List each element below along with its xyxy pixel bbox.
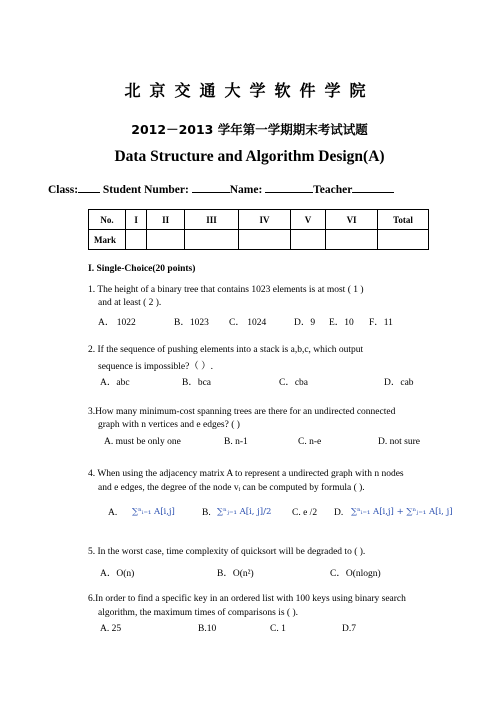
question-6-line-2: algorithm, the maximum times of comparisons is ( ). bbox=[98, 608, 298, 618]
name-blank bbox=[265, 182, 313, 193]
score-mark-cell[interactable] bbox=[184, 230, 238, 250]
question-2-line-2: sequence is impossible?（ ）. bbox=[98, 362, 214, 372]
score-table bbox=[88, 209, 429, 250]
option-d: D．9 bbox=[294, 318, 316, 328]
name-label: Name: bbox=[229, 184, 263, 196]
score-mark-cell[interactable] bbox=[147, 230, 185, 250]
class-blank bbox=[78, 182, 100, 193]
question-4-line-2: and e edges, the degree of the node vᵢ can be computed by formula ( ). bbox=[98, 483, 365, 493]
question-3-line-2: graph with n vertices and e edges? ( ) bbox=[98, 420, 240, 430]
option-a: A．abc bbox=[100, 378, 130, 388]
option-b: B. n-1 bbox=[224, 437, 248, 447]
option-b: B．O(n²) bbox=[217, 569, 254, 579]
option-a-formula: ∑ⁿᵢ₌₁ A[i,j] bbox=[132, 507, 175, 517]
score-mark-cell[interactable] bbox=[326, 230, 378, 250]
score-mark-cell[interactable] bbox=[239, 230, 291, 250]
option-c: C. n-e bbox=[298, 437, 322, 447]
score-table-mark-row bbox=[89, 230, 429, 250]
question-4-line-1: 4. When using the adjacency matrix A to represent a undirected graph with n nodes bbox=[88, 469, 404, 479]
option-c: C. 1 bbox=[270, 624, 286, 634]
question-1-line-2: and at least ( 2 ). bbox=[98, 298, 162, 308]
option-c: C． 1024 bbox=[229, 318, 267, 328]
school-name: 北京交通大学软件学院 bbox=[124, 81, 375, 100]
option-a: A. 25 bbox=[100, 624, 122, 634]
option-a-label: A. bbox=[108, 508, 118, 518]
option-b: B．1023 bbox=[174, 318, 209, 328]
option-b: B．bca bbox=[182, 378, 212, 388]
option-a: A．O(n) bbox=[100, 569, 135, 579]
score-header-no: No. bbox=[89, 210, 126, 230]
teacher-blank bbox=[352, 182, 394, 193]
option-b: B.10 bbox=[198, 624, 217, 634]
student-info-line bbox=[48, 182, 468, 196]
section-title: I. Single-Choice(20 points) bbox=[88, 264, 196, 274]
option-c: C．O(nlogn) bbox=[330, 569, 381, 579]
option-d: D．cab bbox=[384, 378, 414, 388]
score-header-1: I bbox=[126, 210, 147, 230]
question-5-line-1: 5. In the worst case, time complexity of quicksort will be degraded to ( ). bbox=[88, 547, 366, 557]
option-d: D. not sure bbox=[378, 437, 420, 447]
question-3-line-1: 3.How many minimum-cost spanning trees are there for an undirected connected bbox=[88, 407, 396, 417]
score-header-3: III bbox=[184, 210, 238, 230]
option-c: C．cba bbox=[279, 378, 309, 388]
option-d-formula: ∑ⁿᵢ₌₁ A[i,j] + ∑ⁿⱼ₌₁ A[i, j] bbox=[351, 507, 453, 517]
score-mark-cell[interactable] bbox=[126, 230, 147, 250]
option-d: D.7 bbox=[342, 624, 356, 634]
course-title: Data Structure and Algorithm Design(A) bbox=[114, 148, 385, 165]
score-header-total: Total bbox=[378, 210, 429, 230]
score-header-5: V bbox=[290, 210, 325, 230]
score-mark-label: Mark bbox=[89, 230, 126, 250]
question-2-line-1: 2. If the sequence of pushing elements into a stack is a,b,c, which output bbox=[88, 345, 364, 355]
option-f: F．11 bbox=[369, 318, 393, 328]
option-a: A． 1022 bbox=[98, 318, 136, 328]
class-label: Class: bbox=[48, 184, 79, 196]
question-6-line-1: 6.In order to find a specific key in an ordered list with 100 keys using binary search bbox=[88, 594, 406, 604]
option-e: E．10 bbox=[329, 318, 354, 328]
score-header-4: IV bbox=[239, 210, 291, 230]
option-b-formula: ∑ⁿⱼ₌₁ A[i, j]/2 bbox=[217, 507, 272, 517]
score-mark-cell[interactable] bbox=[290, 230, 325, 250]
teacher-label: Teacher bbox=[313, 184, 353, 196]
option-d-label: D. bbox=[334, 508, 344, 518]
student-number-label: Student Number: bbox=[102, 184, 189, 196]
term-title: 2012－2013 学年第一学期期末考试试题 bbox=[131, 122, 368, 137]
score-header-2: II bbox=[147, 210, 185, 230]
option-c: C. e /2 bbox=[292, 508, 318, 518]
score-mark-cell[interactable] bbox=[378, 230, 429, 250]
score-table-header-row bbox=[89, 210, 429, 230]
question-1-line-1: 1. The height of a binary tree that contains 1023 elements is at most ( 1 ) bbox=[88, 285, 364, 295]
score-header-6: VI bbox=[326, 210, 378, 230]
student-number-blank bbox=[192, 182, 230, 193]
option-b-label: B. bbox=[202, 508, 211, 518]
option-a: A. must be only one bbox=[104, 437, 181, 447]
